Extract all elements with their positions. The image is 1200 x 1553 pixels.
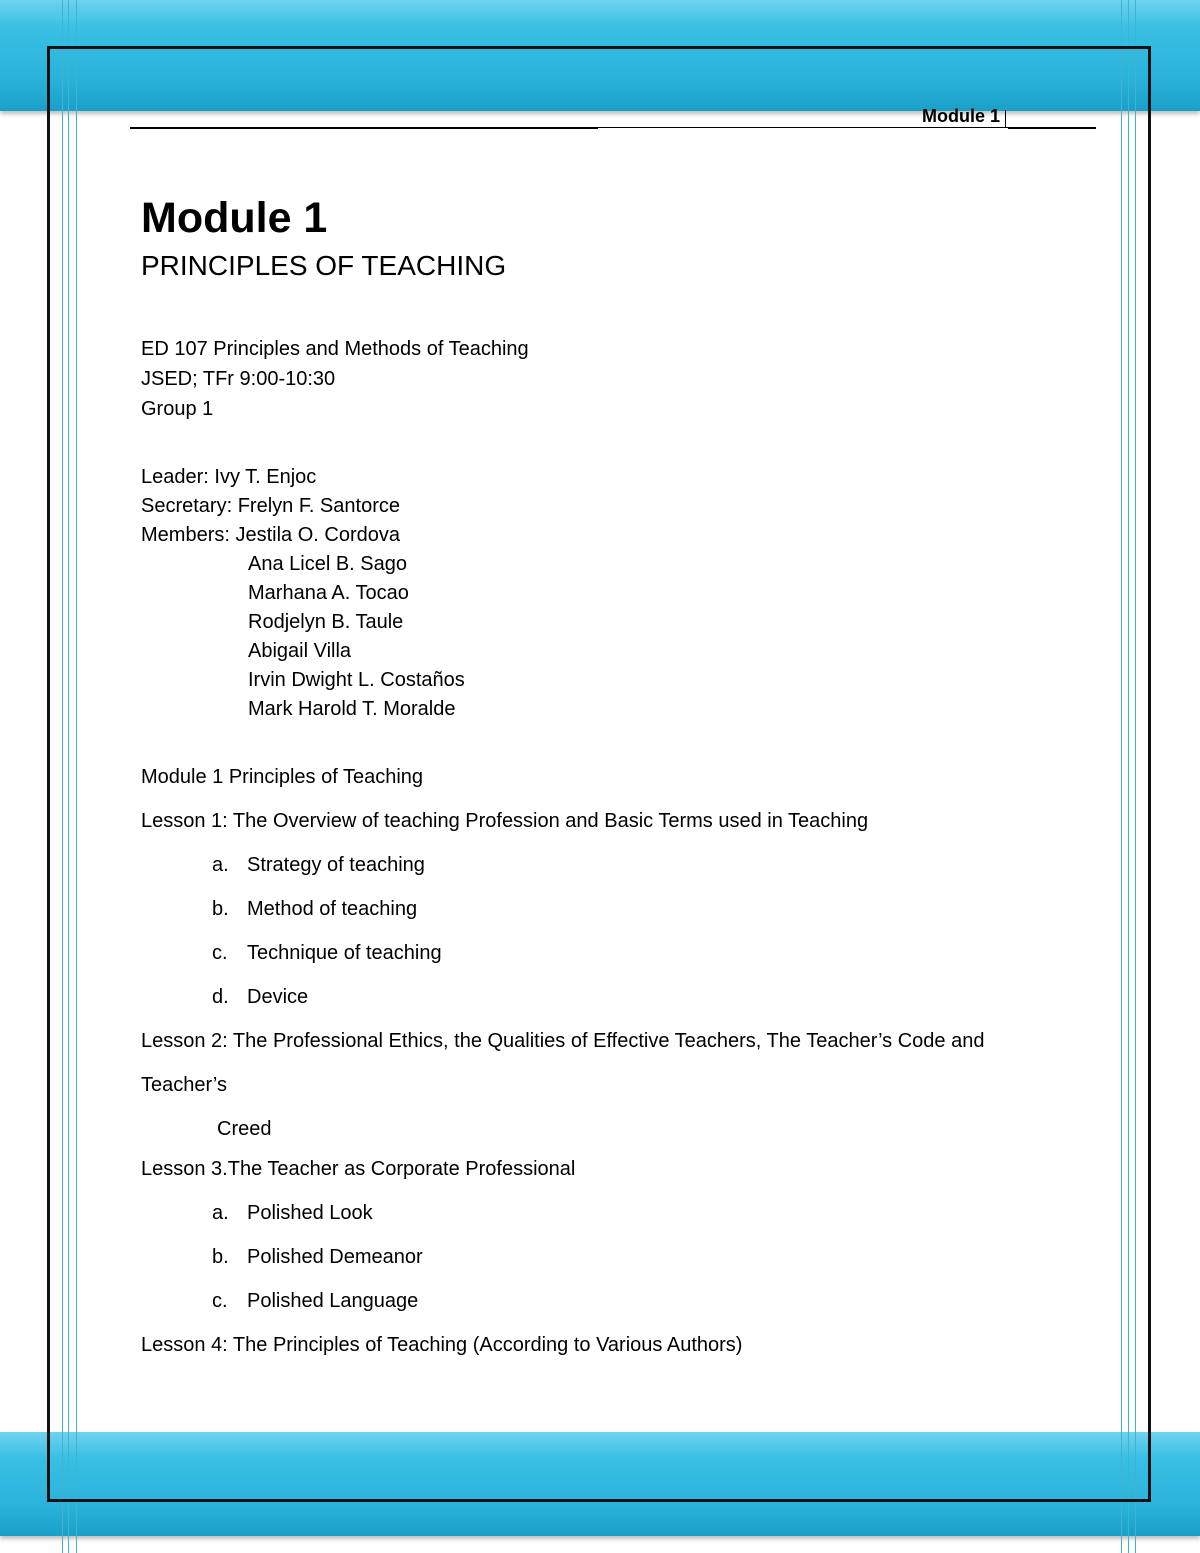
leader-line: Leader: Ivy T. Enjoc <box>141 466 317 488</box>
running-header: Module 1 <box>921 106 1000 126</box>
margin-guide-line <box>62 0 63 1553</box>
team-roster <box>141 463 1101 724</box>
header-rule <box>598 127 1008 128</box>
course-name: ED 107 Principles and Methods of Teaching <box>141 338 529 360</box>
top-decorative-band <box>0 0 1200 111</box>
secretary-line: Secretary: Frelyn F. Santorce <box>141 495 400 517</box>
list-letter: b. <box>212 898 229 920</box>
lesson-1-item <box>141 895 1101 939</box>
course-schedule: JSED; TFr 9:00-10:30 <box>141 368 336 390</box>
members-first-line <box>141 521 1101 550</box>
margin-guide-line <box>76 0 77 1553</box>
lesson-2-title-continued: Teacher’s <box>141 1074 227 1096</box>
member-name: Abigail Villa <box>248 640 352 662</box>
member-name: Marhana A. Tocao <box>248 582 409 604</box>
list-item-text: Polished Demeanor <box>247 1246 423 1268</box>
course-info <box>141 334 1101 424</box>
lesson-3-item <box>141 1243 1101 1287</box>
lesson-4-title: Lesson 4: The Principles of Teaching (According to Various Authors) <box>141 1334 743 1356</box>
list-letter: a. <box>212 854 229 876</box>
table-of-contents <box>141 763 1101 1375</box>
header-rule <box>130 127 598 129</box>
list-letter: a. <box>212 1202 229 1224</box>
member-name: Mark Harold T. Moralde <box>248 698 456 720</box>
lesson-1-item <box>141 851 1101 895</box>
list-item-text: Polished Look <box>247 1202 373 1224</box>
member-name: Ana Licel B. Sago <box>248 553 407 575</box>
margin-guide-line <box>1128 0 1129 1553</box>
list-item-text: Polished Language <box>247 1290 419 1312</box>
document-subtitle: PRINCIPLES OF TEACHING <box>141 250 507 281</box>
group-label: Group 1 <box>141 398 214 420</box>
list-letter: b. <box>212 1246 229 1268</box>
list-letter: c. <box>212 942 228 964</box>
running-header-separator <box>1005 110 1006 127</box>
lesson-2-title-continued: Creed <box>217 1118 272 1140</box>
header-rule <box>1008 127 1096 129</box>
list-item-text: Strategy of teaching <box>247 854 425 876</box>
lesson-3-title: Lesson 3.The Teacher as Corporate Professional <box>141 1158 576 1180</box>
lesson-1-item <box>141 939 1101 983</box>
list-letter: d. <box>212 986 229 1008</box>
lesson-1-title: Lesson 1: The Overview of teaching Profession and Basic Terms used in Teaching <box>141 810 869 832</box>
list-letter: c. <box>212 1290 228 1312</box>
list-item-text: Device <box>247 986 309 1008</box>
list-item-text: Method of teaching <box>247 898 418 920</box>
lesson-3-item <box>141 1287 1101 1331</box>
member-name: Jestila O. Cordova <box>235 524 400 546</box>
member-name: Irvin Dwight L. Costaños <box>248 669 465 691</box>
bottom-decorative-band <box>0 1432 1200 1536</box>
document-title: Module 1 <box>141 194 328 242</box>
members-label: Members: <box>141 524 230 546</box>
margin-guide-line <box>68 0 69 1553</box>
lesson-3-item <box>141 1199 1101 1243</box>
module-heading: Module 1 Principles of Teaching <box>141 766 424 788</box>
member-name: Rodjelyn B. Taule <box>248 611 404 633</box>
lesson-2-title: Lesson 2: The Professional Ethics, the Qualities of Effective Teachers, The Teacher’s Code and <box>141 1030 985 1052</box>
lesson-1-item <box>141 983 1101 1027</box>
list-item-text: Technique of teaching <box>247 942 442 964</box>
document-body <box>141 190 1101 1375</box>
margin-guide-line <box>1121 0 1122 1553</box>
margin-guide-line <box>1135 0 1136 1553</box>
